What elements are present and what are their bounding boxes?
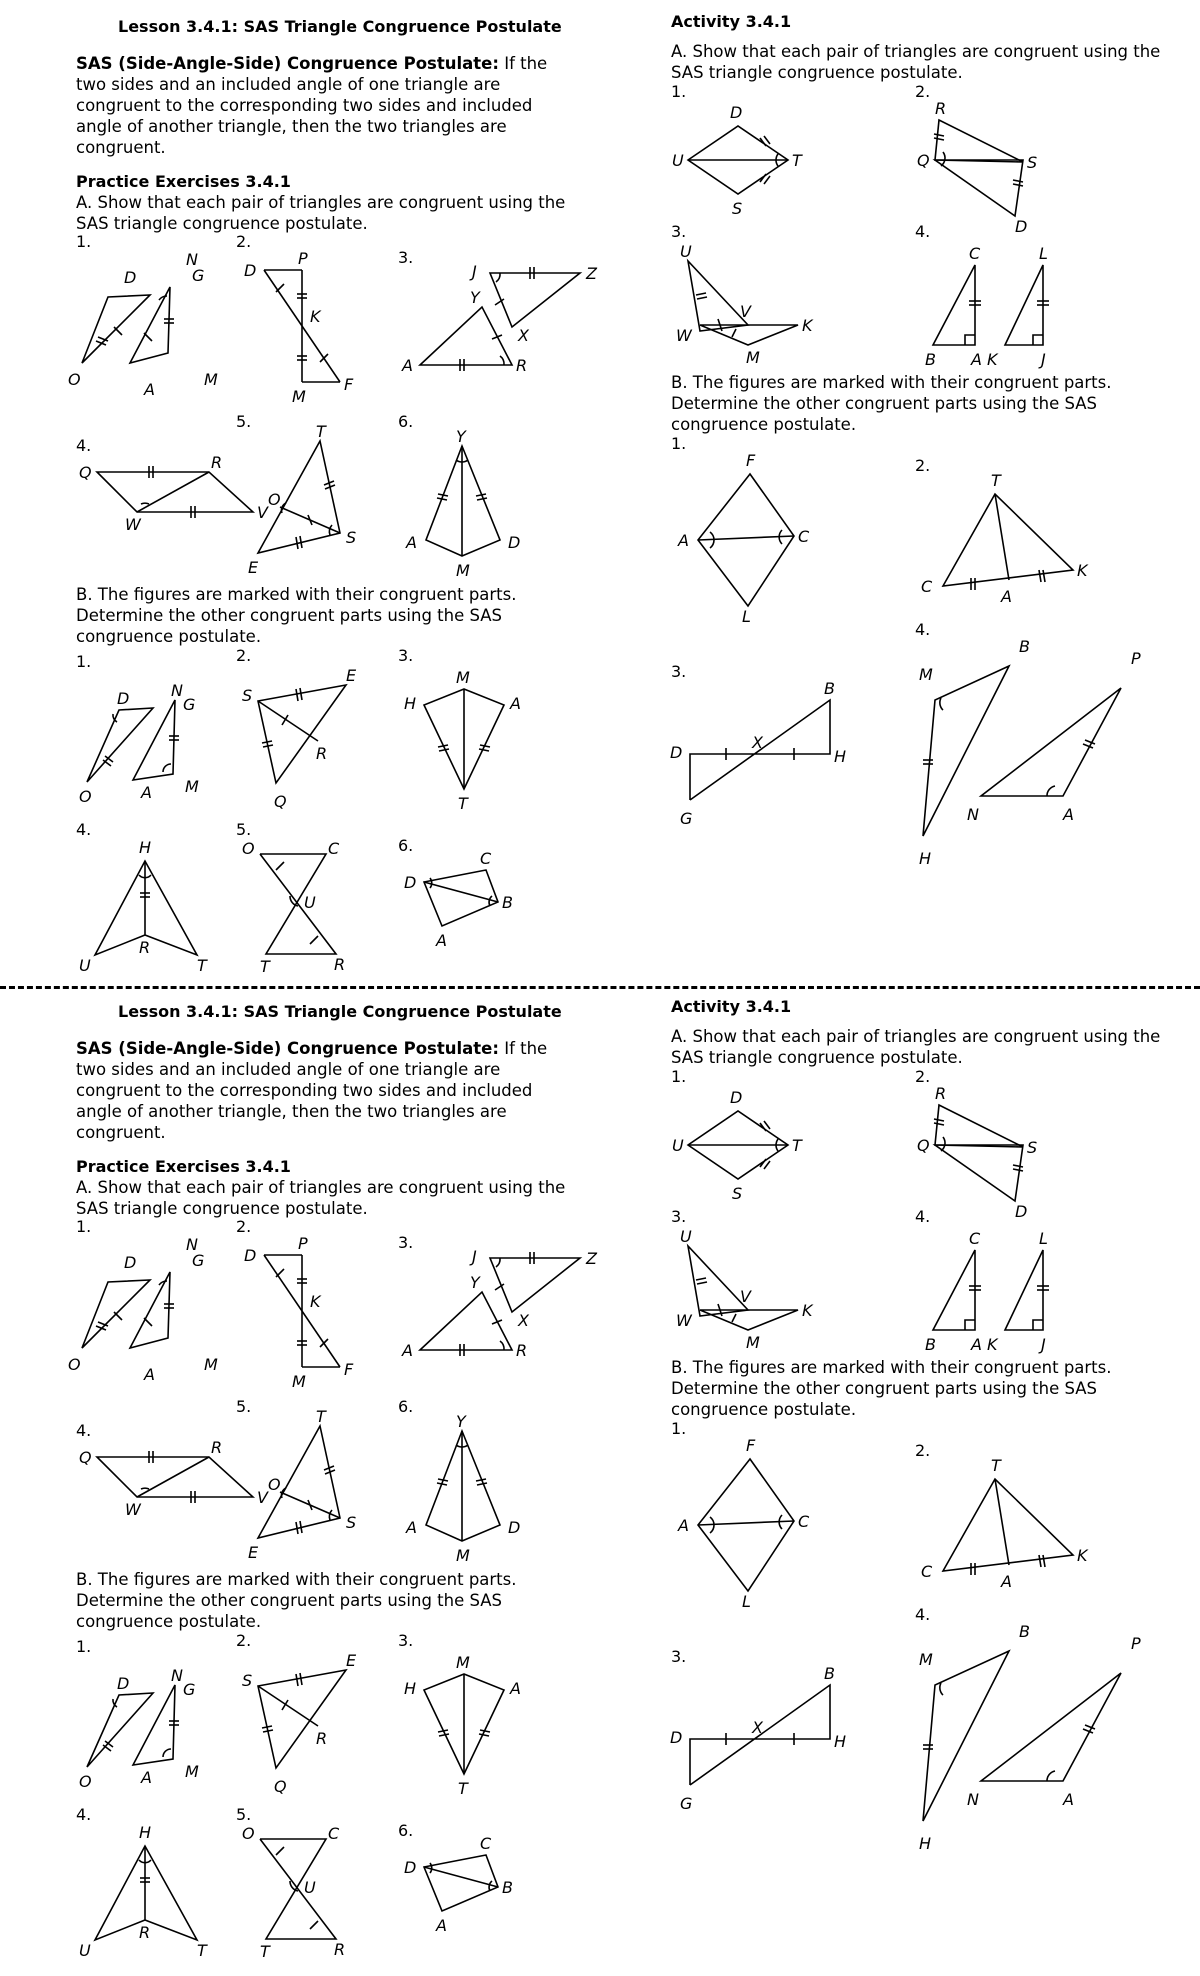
vertex-label: N — [171, 681, 183, 700]
exercise-number: 3. — [398, 248, 414, 267]
figure-practice-b-6 — [400, 1835, 540, 1945]
postulate-text: If the two sides and an included angle of one triangle are congruent to the corresponding two sides and included angle of another triangle, then the two triangles are congruent. — [76, 54, 548, 157]
vertex-label: W — [676, 1311, 692, 1330]
vertex-label: T — [197, 1941, 207, 1960]
vertex-label: M — [185, 777, 199, 796]
vertex-label: S — [1027, 153, 1038, 172]
vertex-label: D — [1015, 217, 1028, 236]
vertex-label: S — [1027, 1138, 1038, 1157]
vertex-label: D — [1015, 1202, 1028, 1221]
exercise-number: 2. — [915, 1441, 931, 1460]
vertex-label: J — [472, 262, 477, 281]
activity-b-instructions: B. The figures are marked with their congruent parts. Determine the other congruent parts using the SAS congruence postulate. — [671, 1358, 1112, 1419]
figure-practice-b-3 — [400, 665, 540, 815]
vertex-label: Y — [470, 288, 480, 307]
exercise-number: 3. — [398, 1631, 414, 1650]
activity-a-instructions: A. Show that each pair of triangles are congruent using the SAS triangle congruence postulate. — [671, 42, 1161, 82]
vertex-label: U — [79, 956, 91, 975]
vertex-label: D — [730, 1088, 743, 1107]
vertex-label: C — [969, 1229, 981, 1248]
vertex-label: R — [316, 744, 328, 763]
vertex-label: A — [510, 1679, 521, 1698]
vertex-label: Y — [470, 1273, 480, 1292]
exercise-number: 1. — [76, 1637, 92, 1656]
vertex-label: N — [186, 250, 198, 269]
vertex-label: D — [124, 1253, 137, 1272]
figure-practice-b-3 — [400, 1650, 540, 1800]
vertex-label: W — [676, 326, 692, 345]
postulate-name: SAS (Side-Angle-Side) Congruence Postulate: — [76, 1039, 499, 1058]
vertex-label: C — [480, 849, 492, 868]
exercise-number: 5. — [236, 820, 252, 839]
figure-practice-a-3 — [400, 255, 610, 395]
figure-activity-b-4 — [915, 1622, 1155, 1855]
vertex-label: H — [834, 747, 847, 766]
figure-activity-a-3 — [670, 242, 840, 370]
vertex-label: D — [508, 533, 521, 552]
figure-activity-b-1 — [670, 1435, 830, 1610]
exercise-number: 4. — [76, 1421, 92, 1440]
vertex-label: R — [935, 99, 947, 118]
vertex-label: R — [334, 955, 346, 974]
vertex-label: D — [117, 689, 130, 708]
figure-practice-b-2 — [240, 1650, 370, 1800]
vertex-label: A — [141, 783, 152, 802]
vertex-label: R — [316, 1729, 328, 1748]
vertex-label: T — [991, 471, 1001, 490]
vertex-label: G — [183, 1680, 196, 1699]
vertex-label: N — [186, 1235, 198, 1254]
vertex-label: D — [404, 873, 417, 892]
exercise-number: 4. — [915, 222, 931, 241]
vertex-label: R — [516, 1341, 528, 1360]
vertex-label: A — [436, 931, 447, 950]
exercise-number: 4. — [915, 620, 931, 639]
vertex-label: G — [680, 1794, 693, 1813]
vertex-label: J — [472, 1247, 477, 1266]
vertex-label: A — [1063, 805, 1074, 824]
vertex-label: M — [919, 665, 933, 684]
vertex-label: M — [456, 1546, 470, 1565]
exercise-number: 2. — [236, 1217, 252, 1236]
vertex-label: Q — [917, 151, 930, 170]
vertex-label: A — [971, 350, 982, 369]
exercise-number: 6. — [398, 836, 414, 855]
vertex-label: L — [1039, 244, 1048, 263]
vertex-label: M — [292, 1372, 306, 1391]
exercise-number: 3. — [671, 662, 687, 681]
vertex-label: Q — [79, 463, 92, 482]
vertex-label: O — [268, 1475, 281, 1494]
figure-activity-b-4 — [915, 637, 1155, 870]
vertex-label: H — [404, 694, 417, 713]
vertex-label: O — [68, 1355, 81, 1374]
practice-a-instructions: A. Show that each pair of triangles are congruent using the SAS triangle congruence postulate. — [76, 1178, 566, 1218]
vertex-label: U — [304, 1878, 316, 1897]
vertex-label: B — [1019, 1622, 1030, 1641]
activity-heading: Activity 3.4.1 — [671, 12, 792, 31]
vertex-label: F — [746, 451, 756, 470]
exercise-number: 1. — [671, 1067, 687, 1086]
figure-practice-a-5 — [240, 1407, 370, 1565]
exercise-number: 2. — [236, 646, 252, 665]
figure-practice-a-5 — [240, 422, 370, 580]
postulate-text: If the two sides and an included angle of one triangle are congruent to the corresponding two sides and included angle of another triangle, then the two triangles are congruent. — [76, 1039, 548, 1142]
vertex-label: O — [79, 1772, 92, 1791]
vertex-label: T — [458, 794, 468, 813]
vertex-label: Z — [586, 1249, 597, 1268]
exercise-number: 5. — [236, 1805, 252, 1824]
activity-b-instructions: B. The figures are marked with their congruent parts. Determine the other congruent parts using the SAS congruence postulate. — [671, 373, 1112, 434]
lesson-title: Lesson 3.4.1: SAS Triangle Congruence Postulate — [118, 17, 562, 36]
exercise-number: 1. — [671, 434, 687, 453]
vertex-label: T — [792, 151, 802, 170]
vertex-label: Q — [274, 792, 287, 811]
figure-practice-b-2 — [240, 665, 370, 815]
vertex-label: M — [919, 1650, 933, 1669]
vertex-label: D — [244, 1246, 257, 1265]
vertex-label: K — [987, 1335, 998, 1354]
vertex-label: D — [508, 1518, 521, 1537]
vertex-label: M — [456, 1653, 470, 1672]
vertex-label: A — [1001, 587, 1012, 606]
vertex-label: T — [792, 1136, 802, 1155]
vertex-label: K — [802, 1301, 813, 1320]
exercise-number: 1. — [671, 1419, 687, 1438]
figure-activity-b-2 — [915, 1455, 1095, 1595]
figure-practice-a-6 — [400, 427, 540, 580]
exercise-number: 6. — [398, 412, 414, 431]
figure-practice-a-1 — [70, 245, 220, 405]
vertex-label: P — [1131, 649, 1141, 668]
figure-activity-a-4 — [915, 1230, 1085, 1360]
vertex-label: D — [670, 1728, 683, 1747]
vertex-label: H — [919, 1834, 932, 1853]
vertex-label: A — [678, 1516, 689, 1535]
figure-activity-a-2 — [915, 99, 1065, 236]
vertex-label: W — [125, 515, 141, 534]
vertex-label: U — [680, 1227, 692, 1246]
vertex-label: A — [510, 694, 521, 713]
vertex-label: S — [242, 1671, 253, 1690]
vertex-label: N — [967, 1790, 979, 1809]
vertex-label: M — [456, 561, 470, 580]
vertex-label: D — [244, 261, 257, 280]
vertex-label: K — [802, 316, 813, 335]
vertex-label: A — [406, 533, 417, 552]
practice-heading: Practice Exercises 3.4.1 — [76, 1157, 291, 1176]
vertex-label: K — [987, 350, 998, 369]
vertex-label: M — [204, 370, 218, 389]
figure-practice-a-2 — [240, 1235, 370, 1395]
vertex-label: A — [144, 380, 155, 399]
vertex-label: C — [480, 1834, 492, 1853]
vertex-label: B — [925, 1335, 936, 1354]
figure-activity-b-3 — [670, 670, 850, 830]
vertex-label: E — [346, 1651, 357, 1670]
postulate-paragraph — [76, 1038, 576, 1143]
vertex-label: A — [402, 356, 413, 375]
vertex-label: V — [257, 1488, 268, 1507]
vertex-label: M — [204, 1355, 218, 1374]
exercise-number: 4. — [76, 1805, 92, 1824]
exercise-number: 3. — [671, 1647, 687, 1666]
vertex-label: A — [436, 1916, 447, 1935]
exercise-number: 1. — [671, 82, 687, 101]
vertex-label: P — [1131, 1634, 1141, 1653]
figure-practice-b-4 — [75, 1820, 225, 1960]
figure-practice-b-6 — [400, 850, 540, 960]
vertex-label: B — [824, 1664, 835, 1683]
figure-practice-b-1 — [75, 680, 225, 810]
vertex-label: D — [117, 1674, 130, 1693]
figure-practice-a-1 — [70, 1230, 220, 1390]
vertex-label: V — [740, 302, 751, 321]
figure-activity-b-3 — [670, 1655, 850, 1815]
vertex-label: A — [1001, 1572, 1012, 1591]
exercise-number: 6. — [398, 1397, 414, 1416]
postulate-paragraph — [76, 53, 576, 158]
exercise-number: 6. — [398, 1821, 414, 1840]
exercise-number: 3. — [671, 222, 687, 241]
practice-b-instructions: B. The figures are marked with their congruent parts. Determine the other congruent parts using the SAS congruence postulate. — [76, 1570, 517, 1631]
vertex-label: M — [456, 668, 470, 687]
vertex-label: T — [197, 956, 207, 975]
vertex-label: L — [1039, 1229, 1048, 1248]
vertex-label: G — [192, 1251, 205, 1270]
vertex-label: S — [242, 686, 253, 705]
vertex-label: C — [969, 244, 981, 263]
figure-practice-a-6 — [400, 1412, 540, 1565]
vertex-label: S — [346, 528, 357, 547]
vertex-label: N — [171, 1666, 183, 1685]
vertex-label: U — [680, 242, 692, 261]
figure-practice-b-1 — [75, 1665, 225, 1795]
exercise-number: 4. — [76, 820, 92, 839]
practice-heading: Practice Exercises 3.4.1 — [76, 172, 291, 191]
vertex-label: A — [971, 1335, 982, 1354]
vertex-label: C — [798, 1512, 810, 1531]
vertex-label: R — [516, 356, 528, 375]
vertex-label: E — [346, 666, 357, 685]
vertex-label: X — [752, 1718, 763, 1737]
vertex-label: U — [672, 1136, 684, 1155]
exercise-number: 1. — [76, 232, 92, 251]
vertex-label: Y — [456, 1412, 466, 1431]
exercise-number: 3. — [398, 1233, 414, 1252]
vertex-label: C — [921, 577, 933, 596]
vertex-label: A — [678, 531, 689, 550]
vertex-label: C — [798, 527, 810, 546]
figure-activity-a-3 — [670, 1227, 840, 1355]
vertex-label: D — [124, 268, 137, 287]
vertex-label: B — [502, 1878, 513, 1897]
vertex-label: D — [404, 1858, 417, 1877]
vertex-label: H — [834, 1732, 847, 1751]
vertex-label: M — [746, 1333, 760, 1352]
vertex-label: X — [518, 326, 529, 345]
exercise-number: 3. — [671, 1207, 687, 1226]
exercise-number: 4. — [915, 1605, 931, 1624]
vertex-label: A — [406, 1518, 417, 1537]
vertex-label: T — [260, 1942, 270, 1961]
vertex-label: T — [316, 422, 326, 441]
vertex-label: D — [730, 103, 743, 122]
vertex-label: B — [925, 350, 936, 369]
vertex-label: B — [1019, 637, 1030, 656]
exercise-number: 4. — [915, 1207, 931, 1226]
vertex-label: R — [334, 1940, 346, 1959]
figure-practice-a-3 — [400, 1240, 610, 1380]
vertex-label: W — [125, 1500, 141, 1519]
worksheet-top — [0, 0, 1200, 985]
vertex-label: H — [919, 849, 932, 868]
vertex-label: R — [139, 938, 151, 957]
vertex-label: Q — [79, 1448, 92, 1467]
vertex-label: M — [746, 348, 760, 367]
vertex-label: C — [921, 1562, 933, 1581]
exercise-number: 3. — [398, 646, 414, 665]
vertex-label: A — [1063, 1790, 1074, 1809]
figure-activity-a-1 — [670, 100, 820, 220]
vertex-label: T — [458, 1779, 468, 1798]
practice-b-instructions: B. The figures are marked with their congruent parts. Determine the other congruent parts using the SAS congruence postulate. — [76, 585, 517, 646]
vertex-label: D — [670, 743, 683, 762]
vertex-label: O — [268, 490, 281, 509]
vertex-label: G — [680, 809, 693, 828]
vertex-label: P — [298, 249, 308, 268]
vertex-label: E — [248, 558, 259, 577]
vertex-label: O — [242, 1824, 255, 1843]
vertex-label: S — [732, 1184, 743, 1203]
exercise-number: 5. — [236, 1397, 252, 1416]
vertex-label: Q — [274, 1777, 287, 1796]
vertex-label: P — [298, 1234, 308, 1253]
vertex-label: Z — [586, 264, 597, 283]
exercise-number: 4. — [76, 436, 92, 455]
vertex-label: T — [260, 957, 270, 976]
exercise-number: 2. — [236, 232, 252, 251]
postulate-name: SAS (Side-Angle-Side) Congruence Postulate: — [76, 54, 499, 73]
figure-activity-a-4 — [915, 245, 1085, 375]
figure-practice-b-5 — [240, 1825, 370, 1965]
figure-practice-b-4 — [75, 835, 225, 975]
vertex-label: A — [141, 1768, 152, 1787]
vertex-label: K — [310, 307, 321, 326]
vertex-label: K — [1077, 1546, 1088, 1565]
vertex-label: M — [185, 1762, 199, 1781]
vertex-label: J — [1041, 1335, 1046, 1354]
figure-activity-b-1 — [670, 450, 830, 625]
vertex-label: F — [344, 375, 354, 394]
vertex-label: T — [991, 1456, 1001, 1475]
figure-activity-b-2 — [915, 470, 1095, 610]
vertex-label: F — [746, 1436, 756, 1455]
figure-activity-a-1 — [670, 1085, 820, 1205]
exercise-number: 1. — [76, 652, 92, 671]
vertex-label: X — [752, 733, 763, 752]
vertex-label: H — [139, 838, 152, 857]
vertex-label: Q — [917, 1136, 930, 1155]
figure-practice-b-5 — [240, 840, 370, 980]
vertex-label: A — [402, 1341, 413, 1360]
vertex-label: N — [967, 805, 979, 824]
vertex-label: L — [742, 1592, 751, 1611]
exercise-number: 2. — [236, 1631, 252, 1650]
vertex-label: R — [139, 1923, 151, 1942]
activity-heading: Activity 3.4.1 — [671, 997, 792, 1016]
vertex-label: S — [732, 199, 743, 218]
vertex-label: O — [79, 787, 92, 806]
vertex-label: C — [328, 839, 340, 858]
vertex-label: G — [183, 695, 196, 714]
vertex-label: Y — [456, 427, 466, 446]
vertex-label: R — [211, 1438, 223, 1457]
worksheet-bottom — [0, 985, 1200, 1970]
exercise-number: 2. — [915, 456, 931, 475]
vertex-label: L — [742, 607, 751, 626]
exercise-number: 2. — [915, 82, 931, 101]
vertex-label: R — [211, 453, 223, 472]
vertex-label: R — [935, 1084, 947, 1103]
vertex-label: C — [328, 1824, 340, 1843]
vertex-label: E — [248, 1543, 259, 1562]
vertex-label: X — [518, 1311, 529, 1330]
lesson-title: Lesson 3.4.1: SAS Triangle Congruence Postulate — [118, 1002, 562, 1021]
figure-practice-a-2 — [240, 250, 370, 410]
vertex-label: V — [257, 503, 268, 522]
vertex-label: O — [242, 839, 255, 858]
vertex-label: U — [304, 893, 316, 912]
vertex-label: G — [192, 266, 205, 285]
vertex-label: V — [740, 1287, 751, 1306]
practice-a-instructions: A. Show that each pair of triangles are congruent using the SAS triangle congruence postulate. — [76, 193, 566, 233]
figure-activity-a-2 — [915, 1084, 1065, 1221]
vertex-label: K — [310, 1292, 321, 1311]
vertex-label: K — [1077, 561, 1088, 580]
vertex-label: H — [404, 1679, 417, 1698]
vertex-label: U — [79, 1941, 91, 1960]
exercise-number: 5. — [236, 412, 252, 431]
vertex-label: B — [824, 679, 835, 698]
vertex-label: M — [292, 387, 306, 406]
activity-a-instructions: A. Show that each pair of triangles are congruent using the SAS triangle congruence postulate. — [671, 1027, 1161, 1067]
vertex-label: J — [1041, 350, 1046, 369]
vertex-label: T — [316, 1407, 326, 1426]
vertex-label: S — [346, 1513, 357, 1532]
vertex-label: O — [68, 370, 81, 389]
vertex-label: A — [144, 1365, 155, 1384]
vertex-label: U — [672, 151, 684, 170]
exercise-number: 1. — [76, 1217, 92, 1236]
vertex-label: B — [502, 893, 513, 912]
exercise-number: 2. — [915, 1067, 931, 1086]
vertex-label: H — [139, 1823, 152, 1842]
vertex-label: F — [344, 1360, 354, 1379]
